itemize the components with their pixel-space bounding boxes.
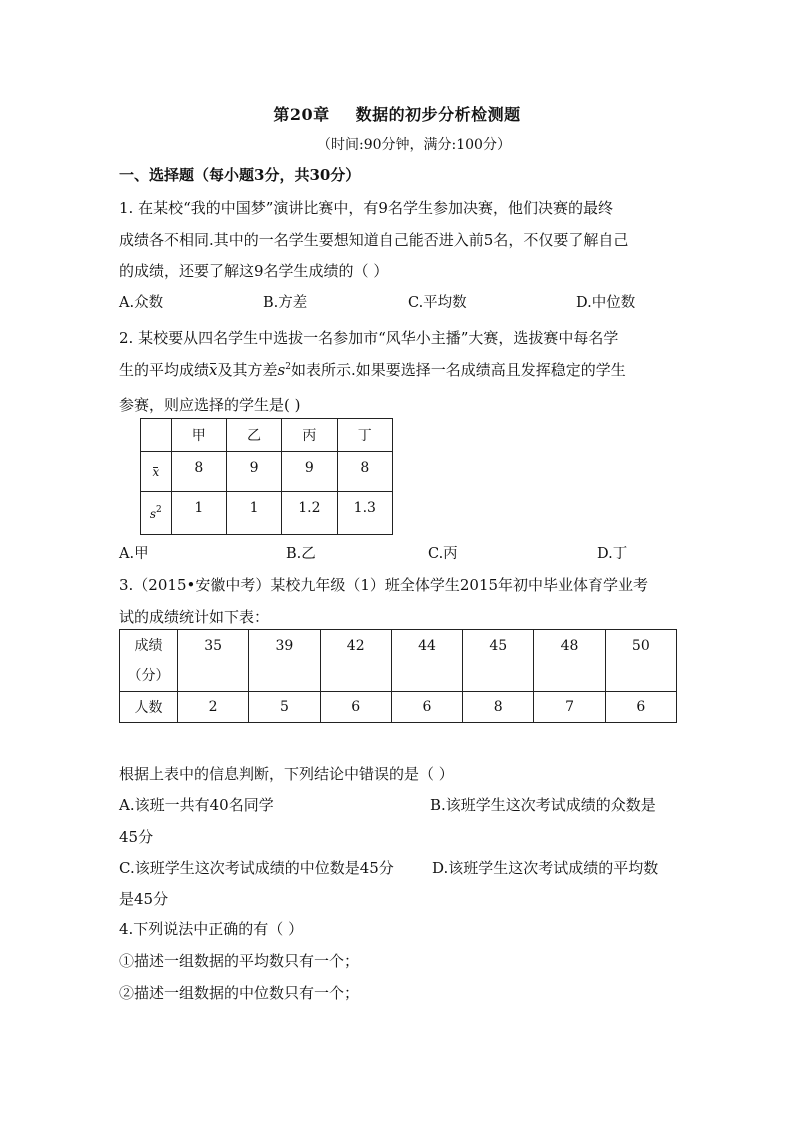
table-header-cell: 丁: [337, 419, 392, 452]
q3-table-count-row: [120, 692, 677, 723]
q3-option-d: D.该班学生这次考试成绩的平均数: [432, 859, 659, 877]
table-cell: 2: [178, 692, 249, 723]
table-header-cell: 丙: [282, 419, 337, 452]
table-header-cell: 甲: [171, 419, 226, 452]
q2-option-b: B.乙: [286, 546, 316, 562]
q1-option-a: A.众数: [119, 295, 164, 311]
table-cell: 6: [391, 692, 462, 723]
mean-symbol: x: [152, 464, 160, 479]
q1-line-3: 的成绩，还要了解这9名学生成绩的（ ）: [119, 262, 389, 280]
q3-option-a: A.该班一共有40名同学: [119, 796, 274, 814]
table-cell: 1.2: [282, 492, 337, 535]
page-title: [0, 102, 794, 125]
table-cell: 50: [605, 630, 676, 692]
q1-option-c: C.平均数: [408, 295, 467, 311]
table-cell: 42: [320, 630, 391, 692]
q2-line-1: 2. 某校要从四名学生中选拔一名参加市“风华小主播”大赛，选拔赛中每名学: [119, 329, 619, 347]
q3-option-b: B.该班学生这次考试成绩的众数是: [430, 796, 656, 814]
table-cell: 8: [463, 692, 534, 723]
q3-option-b-cont: 45分: [119, 828, 154, 846]
q4-item-2: ②描述一组数据的中位数只有一个；: [119, 984, 360, 1002]
q2-line-3: 参赛，则应选择的学生是( ): [119, 396, 301, 414]
table-row-label: 人数: [120, 692, 178, 723]
q1-line-1: 1. 在某校“我的中国梦”演讲比赛中，有9名学生参加决赛，他们决赛的最终: [119, 199, 613, 217]
table-cell: 6: [605, 692, 676, 723]
table-cell: 9: [282, 452, 337, 492]
q2-line-2-part-a: 生的平均成绩: [119, 361, 210, 379]
table-cell: 8: [337, 452, 392, 492]
q1-option-b: B.方差: [263, 295, 308, 311]
table-cell: 7: [534, 692, 605, 723]
table-cell: 35: [178, 630, 249, 692]
q3-option-d-cont: 是45分: [119, 890, 169, 908]
q3-line-3: 根据上表中的信息判断，下列结论中错误的是（ ）: [119, 765, 454, 783]
q2-option-d: D.丁: [597, 546, 628, 562]
table-cell: 48: [534, 630, 605, 692]
variance-exponent: 2: [285, 362, 291, 372]
table-cell: 1.3: [337, 492, 392, 535]
q2-line-2-part-b: 及其方差: [217, 361, 278, 379]
q2-table-variance-row: [141, 492, 393, 535]
variance-exponent: 2: [156, 504, 162, 515]
q3-table: [119, 629, 677, 723]
table-header-cell: 乙: [226, 419, 281, 452]
table-cell: 1: [171, 492, 226, 535]
table-cell: 8: [171, 452, 226, 492]
q1-option-d: D.中位数: [576, 295, 636, 311]
table-cell: 1: [226, 492, 281, 535]
table-cell: 5: [249, 692, 320, 723]
variance-symbol: s: [277, 361, 286, 379]
table-cell: 9: [226, 452, 281, 492]
q4-line-1: 4.下列说法中正确的有（ ）: [119, 920, 304, 938]
table-cell: 39: [249, 630, 320, 692]
variance-symbol: s: [149, 506, 157, 521]
page-subtitle: （时间:90分钟，满分:100分）: [317, 137, 511, 153]
q1-line-2: 成绩各不相同.其中的一名学生要想知道自己能否进入前5名，不仅要了解自己: [119, 231, 629, 249]
table-cell: 6: [320, 692, 391, 723]
q3-line-1: 3.（2015•安徽中考）某校九年级（1）班全体学生2015年初中毕业体育学业考: [119, 576, 649, 594]
q3-table-score-row: [120, 630, 677, 692]
q2-table: [140, 418, 393, 535]
table-cell: 44: [391, 630, 462, 692]
section-heading: 一、选择题（每小题3分，共30分）: [119, 166, 361, 184]
q2-table-mean-row: [141, 452, 393, 492]
score-label: 成绩: [134, 637, 163, 654]
q2-line-2-part-c: 如表所示.如果要选择一名成绩高且发挥稳定的学生: [290, 361, 626, 379]
q2-table-header-row: [141, 419, 393, 452]
mean-symbol: x: [209, 361, 218, 379]
table-row-label: [141, 492, 172, 535]
title-chapter: 第20章: [273, 105, 330, 124]
table-corner-cell: [141, 419, 172, 452]
q3-line-2: 试的成绩统计如下表：: [119, 608, 270, 626]
q4-item-1: ①描述一组数据的平均数只有一个；: [119, 952, 360, 970]
score-unit: （分）: [127, 667, 170, 684]
table-row-label: [141, 452, 172, 492]
q2-option-a: A.甲: [119, 546, 149, 562]
q2-option-c: C.丙: [428, 546, 458, 562]
q3-option-c: C.该班学生这次考试成绩的中位数是45分: [119, 859, 394, 877]
q2-line-2: [119, 359, 626, 380]
table-cell: 45: [463, 630, 534, 692]
table-row-label: [120, 630, 178, 692]
title-topic: 数据的初步分析检测题: [355, 105, 521, 124]
